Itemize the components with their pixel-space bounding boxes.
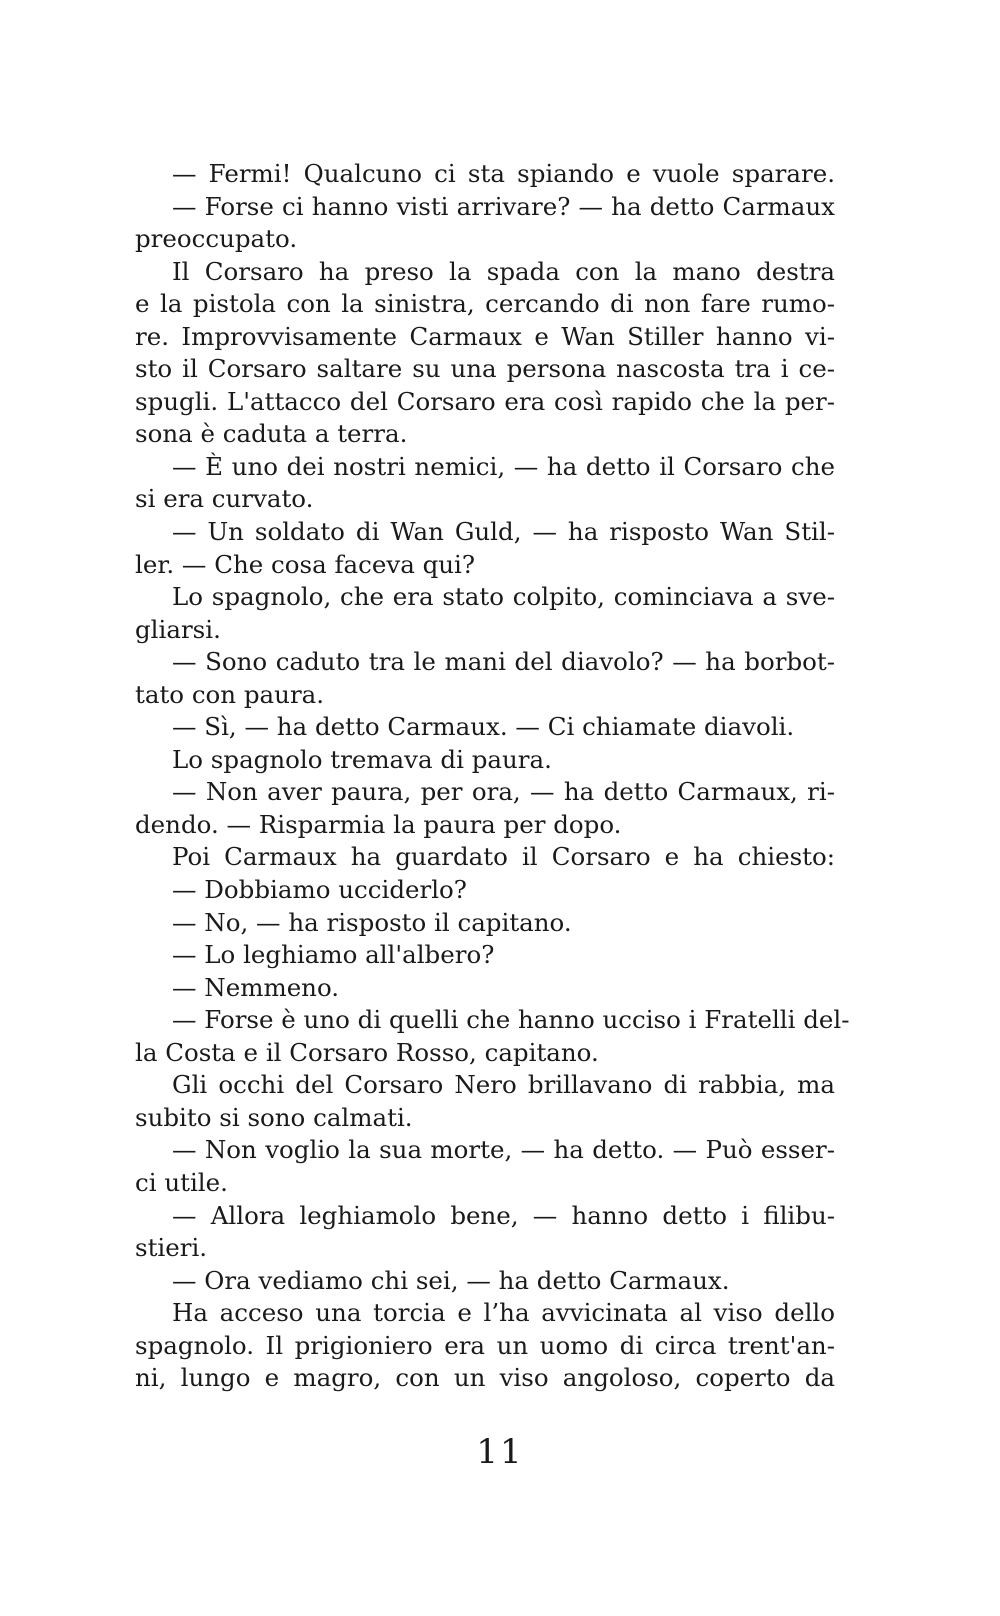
text-line: Poi Carmaux ha guardato il Corsaro e ha chiesto: (172, 842, 835, 872)
text-line: — Dobbiamo ucciderlo? (172, 875, 467, 905)
text-line: si era curvato. (135, 484, 314, 514)
text-line: — Sì, — ha detto Carmaux. — Ci chiamate diavoli. (172, 712, 795, 742)
text-line: — Un soldato di Wan Guld, — ha risposto Wan Stil- (172, 517, 835, 547)
text-line: Ha acceso una torcia e l’ha avvicinata al viso dello (172, 1298, 835, 1328)
body-text (135, 158, 850, 1395)
text-line: Il Corsaro ha preso la spada con la mano destra (172, 256, 835, 286)
text-line: — Non voglio la sua morte, — ha detto. — Può esser- (172, 1135, 835, 1165)
text-line: ler. — Che cosa faceva qui? (135, 549, 476, 579)
text-line: — Sono caduto tra le mani del diavolo? — ha borbot- (172, 647, 835, 677)
text-line: re. Improvvisamente Carmaux e Wan Stiller hanno vi- (135, 321, 835, 351)
text-line: — Forse è uno di quelli che hanno ucciso i Fratelli del- (172, 1005, 850, 1035)
text-line: spagnolo. Il prigioniero era un uomo di circa trent'an- (135, 1330, 835, 1360)
page-number: 11 (476, 1432, 524, 1472)
text-line: ni, lungo e magro, con un viso angoloso, coperto da (135, 1363, 835, 1393)
text-line: preoccupato. (135, 224, 298, 254)
text-line: — Non aver paura, per ora, — ha detto Carmaux, ri- (172, 777, 835, 807)
text-line: — È uno dei nostri nemici, — ha detto il Corsaro che (172, 451, 835, 481)
text-line: Lo spagnolo, che era stato colpito, cominciava a sve- (172, 582, 835, 612)
text-line: gliarsi. (135, 614, 221, 644)
text-line: la Costa e il Corsaro Rosso, capitano. (135, 1037, 599, 1067)
text-line: — Fermi! Qualcuno ci sta spiando e vuole sparare. (172, 159, 835, 188)
text-line: ci utile. (135, 1167, 228, 1197)
text-line: stieri. (135, 1233, 208, 1263)
text-line: — Forse ci hanno visti arrivare? — ha detto Carmaux (172, 191, 835, 221)
text-line: dendo. — Risparmia la paura per dopo. (135, 809, 622, 839)
text-line: spugli. L'attacco del Corsaro era così rapido che la per- (135, 386, 835, 416)
text-line: Lo spagnolo tremava di paura. (172, 744, 552, 774)
text-line: — Lo leghiamo all'albero? (172, 940, 495, 970)
text-line: — No, — ha risposto il capitano. (172, 907, 572, 937)
text-line: e la pistola con la sinistra, cercando di non fare rumo- (135, 289, 835, 319)
text-line: sona è caduta a terra. (135, 419, 408, 449)
text-line: — Allora leghiamolo bene, — hanno detto i filibu- (172, 1200, 835, 1230)
text-line: sto il Corsaro saltare su una persona nascosta tra i ce- (135, 354, 835, 384)
text-line: — Nemmeno. (172, 972, 340, 1002)
text-line: Gli occhi del Corsaro Nero brillavano di rabbia, ma (172, 1070, 835, 1100)
text-line: — Ora vediamo chi sei, — ha detto Carmaux. (172, 1265, 730, 1295)
text-line: tato con paura. (135, 679, 325, 709)
text-line: subito si sono calmati. (135, 1102, 413, 1132)
